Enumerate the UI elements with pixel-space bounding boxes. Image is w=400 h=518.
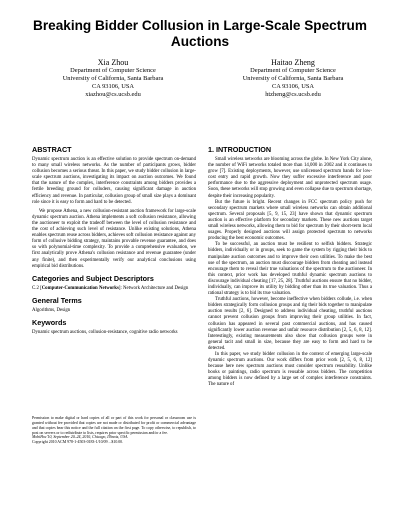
author-addr: CA 93106, USA (91, 83, 135, 90)
abstract-paragraph: We propose Athena, a new collusion-resistant auction framework for large-scale dynamic spectrum auction. Athena implements a soft collusion resistance, allowing the auctioneer to exploit the tradeoff between the level of collusion resistance and the cost of achieving such level of resistance. Unlike existing solutions, Athena enables spectrum reuse across bidders, achieves soft collusion resistance against any form of collusive bidding strategy, maintains provable revenue guarantee, and does so with polynomial-time complexity. To provide a comprehensive evaluation, we first analytically prove Athena's collusion resistance and revenue guarantee (under any finite), and then experimentally verify our analytical conclusions using empirical bid distributions. (32, 208, 196, 269)
author-email: xiazhou@cs.ucsb.edu (85, 90, 141, 98)
intro-heading: 1. INTRODUCTION (208, 145, 272, 154)
categories-prefix: C.2 [ (32, 285, 42, 291)
author-name: Xia Zhou (97, 58, 129, 67)
permission-text: Permission to make digital or hard copies of all or part of this work for personal or classroom use is granted without fee provided that copies are not made or distributed for profit or commercial advantage and that copies bear this notice and the full citation on the first page. To copy otherwise, to republish, to post on servers or to redistribute to lists, requires prior specific permission and/or a fee. (32, 416, 196, 435)
paper-title: Breaking Bidder Collusion in Large-Scale Spectrum Auctions (33, 18, 367, 49)
categories-bold: Computer-Communication Networks (41, 285, 119, 291)
author-addr: CA 93106, USA (271, 83, 315, 90)
author-name: Haitao Zheng (271, 58, 315, 67)
venue-line: MobiHoc'10, September 20–24, 2010, Chicago, Illinois, USA. (32, 435, 129, 440)
author-block-1 (38, 58, 188, 99)
abstract-heading: ABSTRACT (32, 145, 72, 154)
author-block-2 (218, 58, 368, 99)
author-dept: Department of Computer Science (70, 67, 156, 75)
categories-suffix: ]: Network Architecture and Design (118, 285, 189, 291)
intro-paragraph: In this paper, we study bidder collusion in the context of emerging large-scale dynamic spectrum auctions. Our work differs from prior work [2, 5, 6, 8, 12] because here new spectrum auctions must consider spectrum reusability. Unlike books or paintings, radio spectrum is reusable across bidders. The competition among bidders is now defined by a large set of complex interference constraints. The nature of (208, 352, 372, 388)
author-univ: University of California, Santa Barbara (62, 75, 164, 83)
keywords-heading: Keywords (32, 317, 67, 327)
intro-paragraph: But the future is bright. Recent changes in FCC spectrum policy push for secondary spectrum markets where small wireless networks can obtain additional spectrum. Several proposals [5, 9, 15, 23] have shown that dynamic spectrum auction is an effective platform for secondary markets. These new auctions target small wireless networks, allowing them to bid for spectrum by their short-term local usages. Properly designed auctions will assign protected spectrum to networks producing the best economic outcomes. (208, 199, 372, 242)
author-univ: University of California, Santa Barbara (242, 75, 344, 83)
intro-paragraph: Small wireless networks are blooming across the globe. In New York City alone, the number of WiFi networks totaled more than 14,000 in 2002 and it continues to grow [7]. Existing deployments, however, use unlicensed spectrum bands for low-cost entry and rapid growth. Now they suffer excessive interference and poor performance due to the aggressive deployment and unprotected spectrum usage. Soon, these networks will stop growing and even collapse due to spectrum shortage, despite their increasing popularity. (208, 157, 372, 199)
abstract-paragraph: Dynamic spectrum auction is an effective solution to provide spectrum on-demand to many small wireless networks. As the number of participants grows, bidder collusion becomes a serious threat. In this paper, we study bidder collusion in large-scale spectrum auctions, investigating its impact on auction outcomes. We found that the nature of the complex, interference constraints among bidders provides a fertile breeding ground for colluders, causing significant damage in auction efficiency and revenue. In particular, collusion group of small size plays a dominant role since it is easy to form and hard to be detected. (32, 157, 196, 205)
general-terms-heading: General Terms (32, 295, 82, 305)
intro-paragraph: To be successful, an auction must be resilient to selfish bidders. Strategic bidders, individually or in groups, seek to game the system by rigging their bids to manipulate auction outcomes and to improve their own utilities. To make the best use of the spectrum, an auction must discourage bidders from cheating and instead encourage them to reveal their true valuations of the spectrum to the auctioneer. In this context, prior work has developed truthful dynamic spectrum auctions to discourage individual cheating [17, 25, 28]. Truthful auctions ensure that no bidder, individually, can improve its utility by bidding other than its true valuation. Thus a rational strategy is to bid its true valuation. (208, 242, 372, 297)
intro-paragraph: Truthful auctions, however, become ineffective when bidders collude, i.e. when bidders strategically form collusion groups and rig their bids together to manipulate auction results [2, 6]. Designed to address individual cheating, truthful auctions cannot prevent collusion groups from improving their group utilities. In fact, collusion has appeared in several past commercial auctions, and has caused significantly lower auction revenue and unfair resource distribution [2, 5, 6, 8, 12]. Interestingly, existing measurements also show that collusion groups were in general tacit and small in size, because they are easy to form and hard to be detected. (208, 297, 372, 351)
right-column (208, 145, 372, 389)
categories-text (32, 286, 196, 292)
categories-heading: Categories and Subject Descriptors (32, 273, 154, 283)
keywords-text: Dynamic spectrum auctions, collusion-resistance, cognitive radio networks (32, 329, 178, 335)
general-terms-text: Algorithms, Design (32, 307, 71, 313)
left-column (32, 145, 196, 339)
author-email: htzheng@cs.ucsb.edu (265, 90, 321, 98)
copyright-line: Copyright 2010 ACM 978-1-4503-0183-1/10/09 ...$10.00. (32, 440, 124, 445)
permission-notice (32, 416, 196, 445)
author-dept: Department of Computer Science (250, 67, 336, 75)
